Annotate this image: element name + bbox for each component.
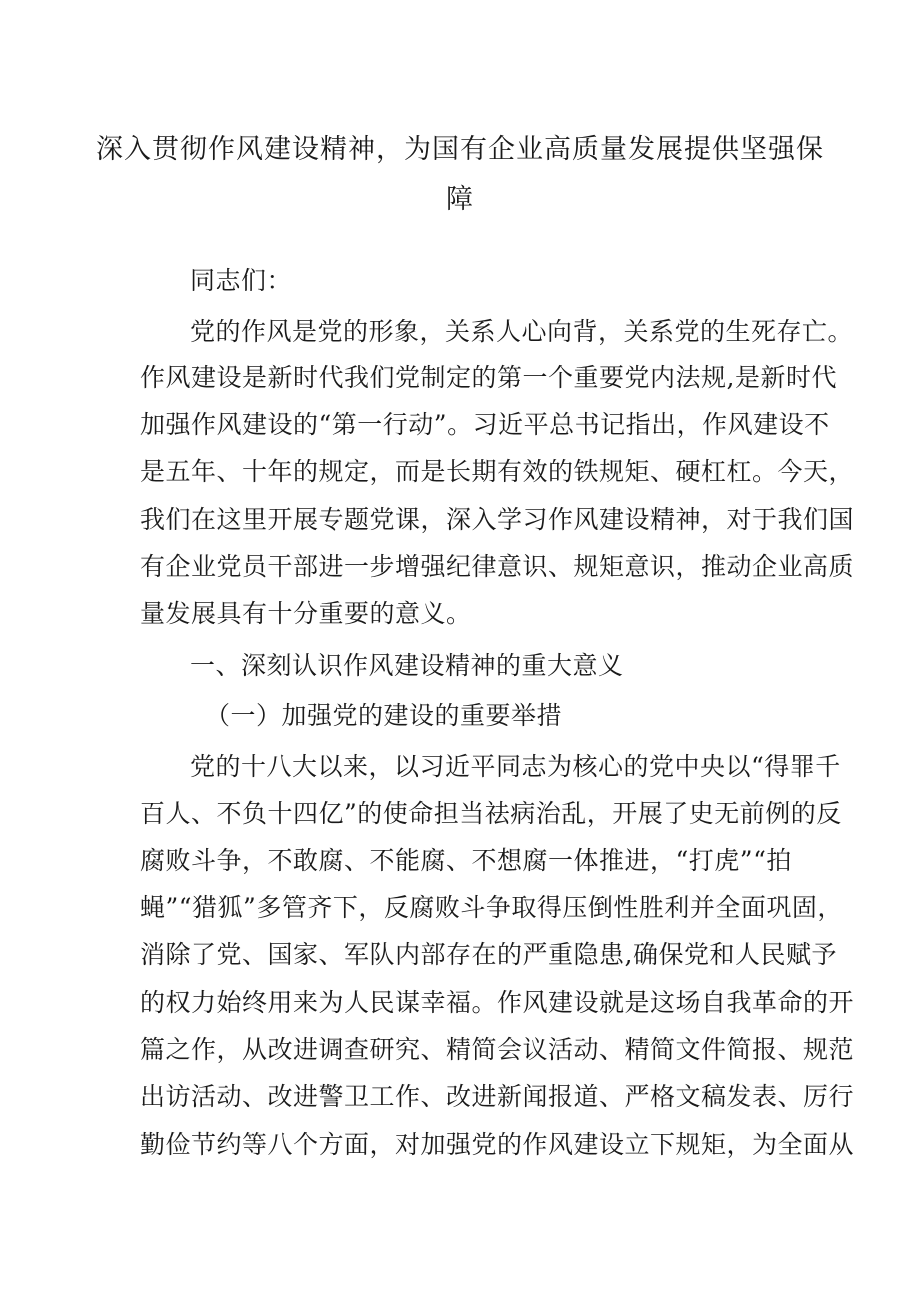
- paragraph-1-line: 是五年、十年的规定，而是长期有效的铁规矩、硬杠杠。今天，: [140, 457, 855, 486]
- paragraph-1-line: 我们在这里开展专题党课，深入学习作风建设精神，对于我们国: [140, 505, 855, 534]
- paragraph-2-line: 蝇”“猎狐”多管齐下，反腐败斗争取得压倒性胜利并全面巩固，: [140, 893, 843, 922]
- greeting: 同志们：: [190, 266, 293, 295]
- paragraph-2-line: 百人、不负十四亿”的使命担当祛病治乱，开展了史无前例的反: [140, 799, 842, 828]
- paragraph-2-line: 的权力始终用来为人民谋幸福。作风建设就是这场自我革命的开: [140, 988, 855, 1017]
- paragraph-2-line: 勤俭节约等八个方面，对加强党的作风建设立下规矩，为全面从: [140, 1130, 855, 1159]
- document-title-line-1: 深入贯彻作风建设精神，为国有企业高质量发展提供坚强保: [96, 134, 824, 165]
- paragraph-2-line: 消除了党、国家、军队内部存在的严重隐患,确保党和人民赋予: [140, 940, 837, 969]
- paragraph-2-line: 篇之作，从改进调查研究、精简会议活动、精简文件简报、规范: [140, 1035, 855, 1064]
- section-heading: 一、深刻认识作风建设精神的重大意义: [190, 651, 624, 680]
- subsection-heading: （一）加强党的建设的重要举措: [205, 701, 563, 730]
- paragraph-1-line: 量发展具有十分重要的意义。: [140, 599, 472, 628]
- paragraph-1-line: 有企业党员干部进一步增强纪律意识、规矩意识，推动企业高质: [140, 552, 855, 581]
- document-title-line-2: 障: [446, 184, 474, 215]
- paragraph-2-line: 党的十八大以来，以习近平同志为核心的党中央以“得罪千: [190, 752, 841, 781]
- paragraph-1-line: 加强作风建设的“第一行动”。习近平总书记指出，作风建设不: [140, 410, 830, 439]
- paragraph-1-line: 作风建设是新时代我们党制定的第一个重要党内法规,是新时代: [140, 363, 837, 392]
- paragraph-2-line: 腐败斗争，不敢腐、不能腐、不想腐一体推进，“打虎”“拍: [140, 846, 792, 875]
- paragraph-2-line: 出访活动、改进警卫工作、改进新闻报道、严格文稿发表、厉行: [140, 1082, 855, 1111]
- paragraph-1-line: 党的作风是党的形象，关系人心向背，关系党的生死存亡。: [190, 317, 854, 346]
